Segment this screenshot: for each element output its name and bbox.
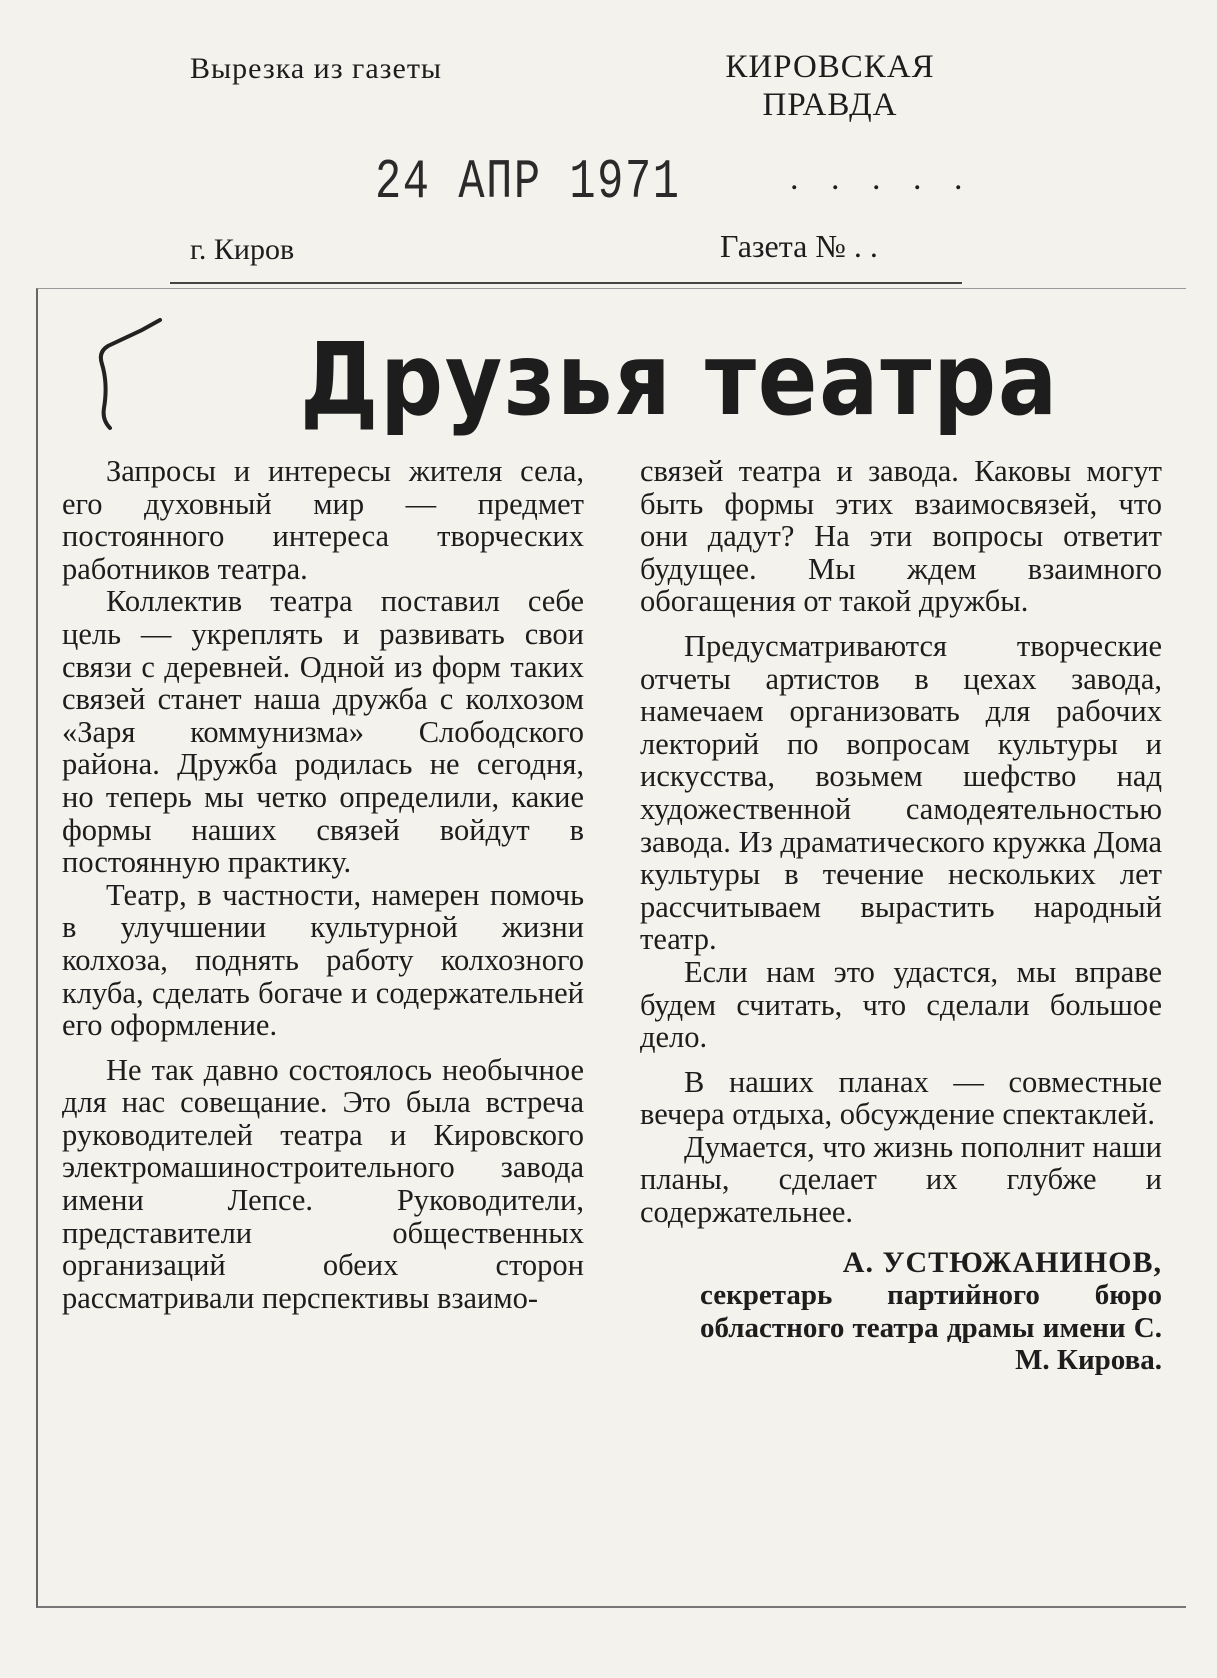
city-label: г. Киров (190, 233, 295, 266)
article-column-right (640, 455, 1162, 1377)
paragraph: Если нам это удастся, мы вправе будем считать, что сделали большое дело. (640, 954, 1162, 1055)
article-title: Друзья театра (300, 321, 1059, 438)
paragraph: В наших планах — совместные вечера отдыха, обсуждение спектаклей. (640, 1064, 1162, 1132)
author-name: А. УСТЮЖАНИНОВ, (842, 1245, 1162, 1279)
date-stamp: 24 АПР 1971 (375, 150, 681, 214)
paragraph: Коллектив театра поставил себе цель — укреплять и развивать свои связи с деревней. Одной из форм таких связей станет наша дружба с колхозом «Заря коммунизма» Слободского района. Дружба родилась не сегодня, но теперь мы четко определили, какие формы наших связей войдут в постоянную практику. (62, 584, 584, 880)
author-signature (640, 1247, 1162, 1377)
paragraph: связей театра и завода. Каковы могут быть формы этих взаимосвязей, что они дадут? На эти вопросы ответит будущее. Мы ждем взаимного обогащения от такой дружбы. (640, 454, 1162, 619)
author-role: секретарь партийного бюро областного театра драмы имени С. М. Кирова. (700, 1279, 1162, 1377)
paragraph: Думается, что жизнь пополнит наши планы, сделает их глубже и содержательнее. (640, 1129, 1163, 1230)
paragraph: Не так давно состоялось необычное для нас совещание. Это была встреча руководителей театра и Кировского электромашиностроительного завода имени Лепсе. Руководители, представители общественных организаций обеих сторон рассматривали перспективы взаимо- (62, 1052, 584, 1315)
issue-number-label: Газета № . . (720, 228, 878, 264)
header-divider (170, 282, 962, 284)
date-dots: . . . . . (790, 160, 975, 197)
newspaper-name: КИРОВСКАЯ ПРАВДА (725, 49, 935, 123)
clipping-label: Вырезка из газеты (190, 52, 443, 85)
handwritten-mark-icon (90, 312, 190, 432)
paragraph: Запросы и интересы жителя села, его духовный мир — предмет постоянного интереса творческих работников театра. (62, 454, 584, 586)
paragraph: Театр, в частности, намерен помочь в улучшении культурной жизни колхоза, поднять работу колхозного клуба, сделать богаче и содержательней его оформление. (62, 877, 584, 1043)
article-column-left (62, 455, 584, 1314)
paragraph: Предусматриваются творческие отчеты артистов в цехах завода, намечаем организовать для рабочих лекторий по вопросам культуры и искусства, возьмем шефство над художественной самодеятельностью завода. Из драматического кружка Дома культуры в течение нескольких лет рассчитываем вырастить народный театр. (640, 628, 1162, 957)
